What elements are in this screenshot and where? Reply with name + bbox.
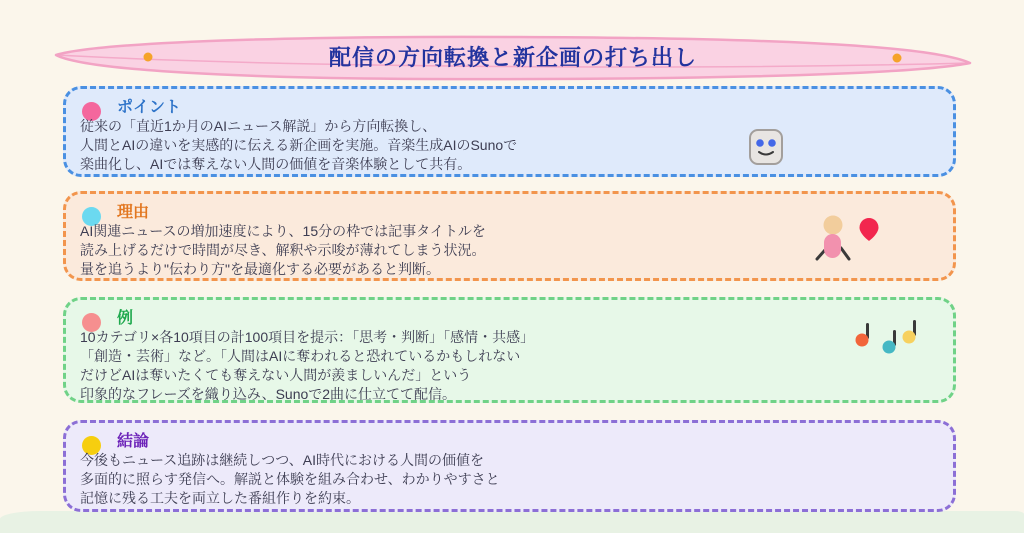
body-line: だけどAIは奪いたくても奪えない人間が羨ましいんだ」という — [80, 367, 472, 383]
body-line: 楽曲化し、AIでは奪えない人間の価値を音楽体験として共有。 — [80, 156, 472, 172]
conclusion-heading: 結論 — [117, 433, 150, 450]
footer-accent-strip — [0, 511, 1024, 533]
section-reason — [63, 191, 956, 281]
runner-and-balloon-icon — [791, 214, 891, 269]
reason-body — [80, 222, 486, 279]
example-heading: 例 — [117, 310, 134, 327]
page-title: 配信の方向転換と新企画の打ち出し — [328, 45, 697, 70]
point-body — [80, 117, 517, 174]
body-line: 人間とAIの違いを実感的に伝える新企画を実施。音楽生成AIのSunoで — [80, 137, 518, 153]
music-notes-icon — [851, 317, 921, 367]
title-banner — [48, 33, 978, 83]
body-line: 量を追うより"伝わり方"を最適化する必要があると判断。 — [80, 261, 440, 277]
section-example — [63, 297, 956, 403]
conclusion-body — [80, 451, 500, 508]
section-point — [63, 86, 956, 177]
section-conclusion — [63, 420, 956, 512]
body-line: 印象的なフレーズを織り込み、Sunoで2曲に仕立てて配信。 — [80, 386, 457, 402]
body-line: AI関連ニュースの増加速度により、15分の枠では記事タイトルを — [80, 223, 486, 239]
robot-face-icon — [748, 128, 784, 171]
body-line: 記憶に残る工夫を両立した番組作りを約束。 — [80, 490, 360, 506]
body-line: 多面的に照らす発信へ。解説と体験を組み合わせ、わかりやすさと — [80, 471, 500, 487]
body-line: 「創造・芸術」など。「人間はAIに奪われると恐れているかもしれない — [80, 348, 521, 364]
body-line: 10カテゴリ×各10項目の計100項目を提示：「思考・判断」「感情・共感」 — [80, 329, 535, 345]
body-line: 今後もニュース追跡は継続しつつ、AI時代における人間の価値を — [80, 452, 484, 468]
point-heading: ポイント — [117, 99, 182, 116]
example-body — [80, 328, 534, 404]
body-line: 読み上げるだけで時間が尽き、解釈や示唆が薄れてしまう状況。 — [80, 242, 486, 258]
body-line: 従来の「直近1か月のAIニュース解説」から方向転換し、 — [80, 118, 437, 134]
reason-heading: 理由 — [117, 204, 150, 221]
